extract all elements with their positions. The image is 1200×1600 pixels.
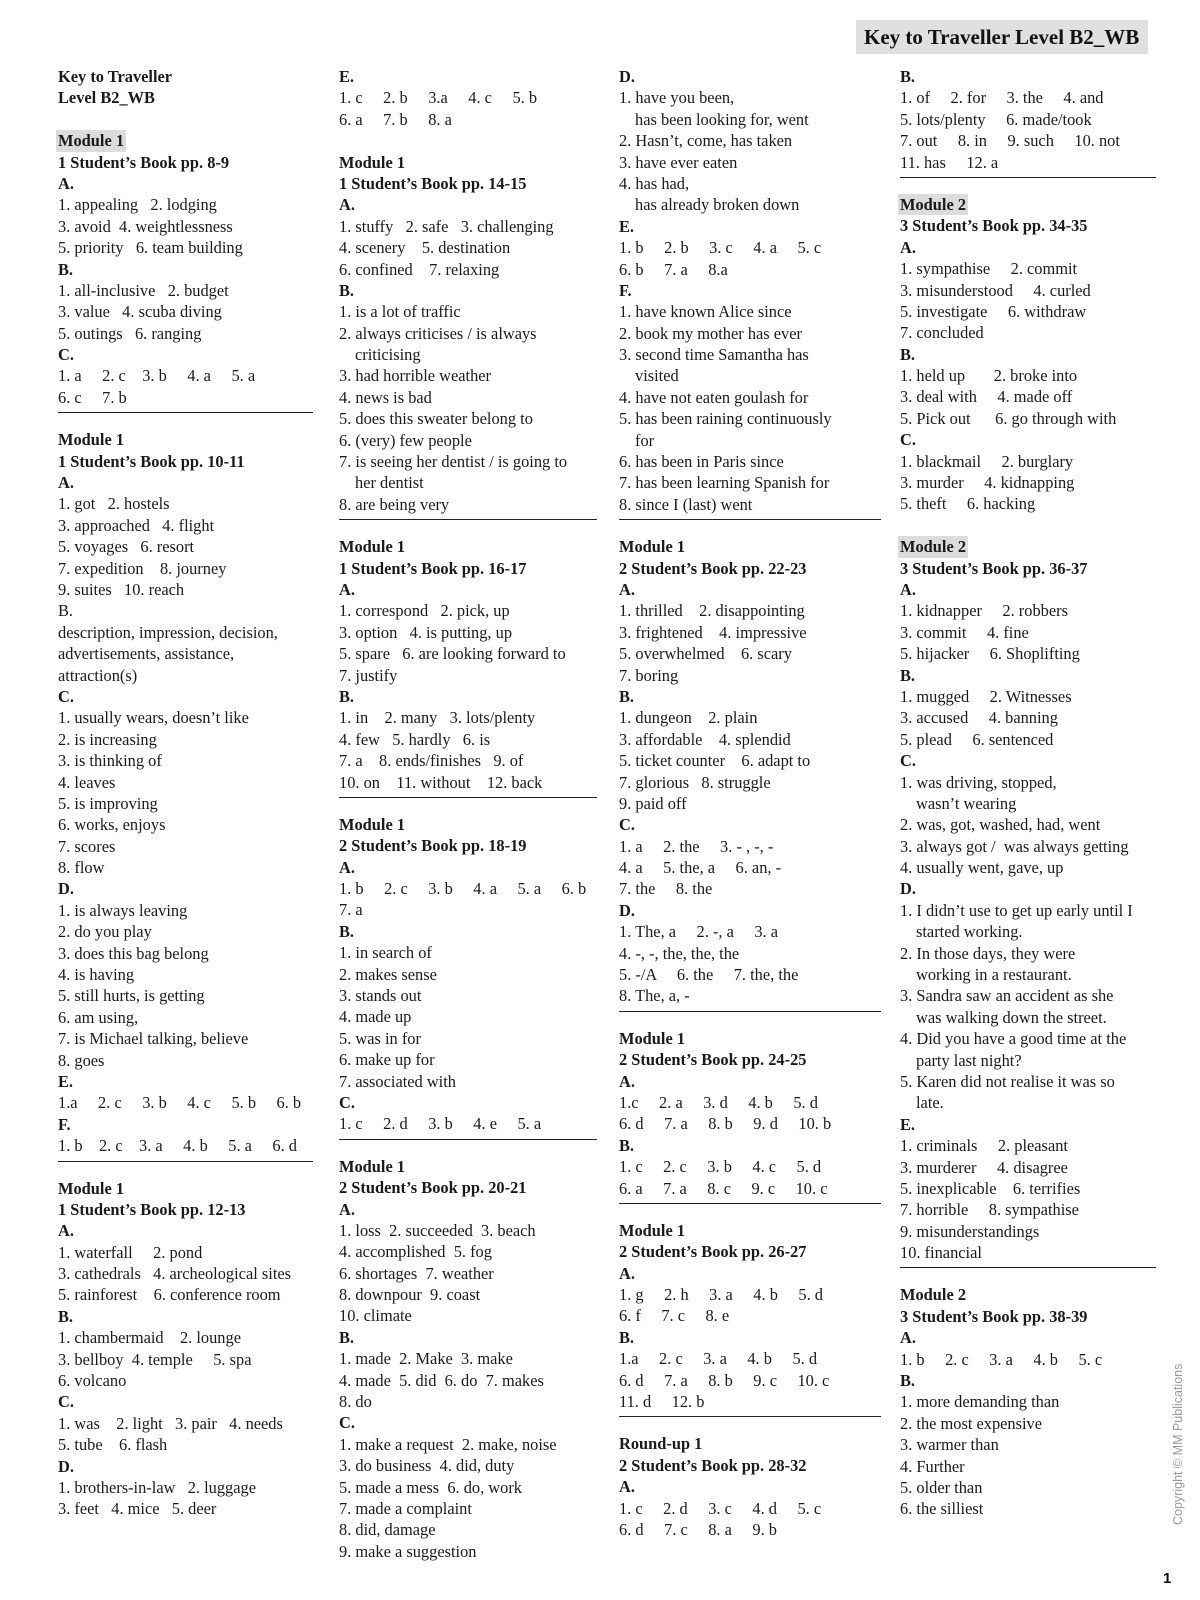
answer-line: 3. value 4. scuba diving xyxy=(58,302,222,322)
section-heading: Round-up 1 xyxy=(619,1434,703,1454)
section-divider xyxy=(58,1161,313,1162)
answer-line: 2. is increasing xyxy=(58,729,157,749)
answer-column-2 xyxy=(339,66,597,1562)
answer-line: 1. is always leaving xyxy=(58,900,188,920)
answer-line: 3. option 4. is putting, up xyxy=(339,622,513,642)
answer-line: 3. accused 4. banning xyxy=(900,708,1058,728)
section-heading: B. xyxy=(339,686,355,706)
answer-line: 8. do xyxy=(339,1392,372,1412)
answer-line: 3. cathedrals 4. archeological sites xyxy=(58,1264,292,1284)
answer-line: 3. had horrible weather xyxy=(339,366,492,386)
answer-line: 1. correspond 2. pick, up xyxy=(339,601,510,621)
section-heading: B. xyxy=(900,1371,916,1391)
section-divider xyxy=(619,519,881,520)
answer-line: 2. the most expensive xyxy=(900,1413,1043,1433)
answer-line: 1. make a request 2. make, noise xyxy=(339,1434,557,1454)
answer-line-continued: working in a restaurant. xyxy=(916,965,1072,985)
answer-line: 5. rainforest 6. conference room xyxy=(58,1285,281,1305)
module-label-highlighted: Module 1 xyxy=(58,131,125,151)
answer-line-continued: started working. xyxy=(916,922,1023,942)
answer-line: 6. d 7. c 8. a 9. b xyxy=(619,1520,777,1539)
module-heading xyxy=(58,130,313,151)
answer-line: advertisements, assistance, xyxy=(58,644,235,664)
answer-line: 1. c 2. d 3. b 4. e 5. a xyxy=(339,1114,542,1134)
section-heading: B. xyxy=(619,1135,635,1155)
answer-line: 1. held up 2. broke into xyxy=(900,366,1078,386)
spacer xyxy=(900,515,1156,536)
answer-line: 2. was, got, washed, had, went xyxy=(900,815,1101,835)
section-heading: 3 Student’s Book pp. 34-35 xyxy=(900,216,1088,236)
section-heading: D. xyxy=(58,879,74,899)
module-label-highlighted: Module 2 xyxy=(900,537,967,557)
section-heading: E. xyxy=(339,67,355,86)
answer-line: 4. scenery 5. destination xyxy=(339,238,511,258)
section-divider xyxy=(339,1139,597,1140)
section-heading: E. xyxy=(619,216,635,236)
section-heading: Module 1 xyxy=(339,814,406,834)
answer-line: 1. have you been, xyxy=(619,88,735,108)
answer-line: 3. do business 4. did, duty xyxy=(339,1456,515,1476)
section-heading: Key to Traveller xyxy=(58,67,173,86)
answer-line-continued: party last night? xyxy=(916,1050,1022,1070)
answer-line: 9. make a suggestion xyxy=(339,1541,477,1561)
answer-line: 7. a xyxy=(339,900,363,920)
answer-line: 5. still hurts, is getting xyxy=(58,986,205,1006)
answer-line: 1. usually wears, doesn’t like xyxy=(58,708,249,728)
answer-line: 7. has been learning Spanish for xyxy=(619,473,830,493)
answer-line: 7. associated with xyxy=(339,1071,456,1091)
section-heading: A. xyxy=(900,579,916,599)
section-heading: A. xyxy=(900,1328,916,1348)
answer-line: 2. makes sense xyxy=(339,964,437,984)
answer-line: 9. suites 10. reach xyxy=(58,579,185,599)
answer-line: 3. Sandra saw an accident as she xyxy=(900,986,1114,1006)
section-heading: Module 1 xyxy=(619,537,686,557)
answer-line: 3. murderer 4. disagree xyxy=(900,1157,1068,1177)
section-heading: C. xyxy=(619,815,635,835)
section-heading: A. xyxy=(619,1477,635,1497)
section-heading: 3 Student’s Book pp. 36-37 xyxy=(900,558,1088,578)
answer-line: 1. is a lot of traffic xyxy=(339,302,461,322)
answer-line: 6. a 7. a 8. c 9. c 10. c xyxy=(619,1178,828,1198)
answer-line: 7. expedition 8. journey xyxy=(58,558,227,578)
answer-line: 1. mugged 2. Witnesses xyxy=(900,686,1072,706)
answer-line: 8. did, damage xyxy=(339,1520,436,1540)
section-heading: F. xyxy=(58,1114,71,1134)
section-heading: 1 Student’s Book pp. 10-11 xyxy=(58,451,245,471)
section-heading: E. xyxy=(900,1114,916,1134)
section-heading: Module 1 xyxy=(58,1178,125,1198)
section-heading: A. xyxy=(339,579,355,599)
answer-line: 1. dungeon 2. plain xyxy=(619,708,758,728)
section-heading: C. xyxy=(900,430,916,450)
answer-line: 1. c 2. b 3.a 4. c 5. b xyxy=(339,88,538,108)
answer-line-continued: late. xyxy=(916,1093,944,1113)
answer-column-4 xyxy=(900,66,1156,1520)
answer-line: 10. climate xyxy=(339,1306,412,1326)
answer-column-1 xyxy=(58,66,313,1520)
answer-line: 5. does this sweater belong to xyxy=(339,409,533,429)
section-heading: 1 Student’s Book pp. 8-9 xyxy=(58,152,230,172)
answer-line: 3. frightened 4. impressive xyxy=(619,622,807,642)
answer-line: 2. do you play xyxy=(58,922,152,942)
answer-line: 7. horrible 8. sympathise xyxy=(900,1200,1079,1220)
answer-line: 1. in 2. many 3. lots/plenty xyxy=(339,708,536,728)
answer-line: 5. ticket counter 6. adapt to xyxy=(619,751,811,771)
section-heading: E. xyxy=(58,1071,74,1091)
answer-line: 5. inexplicable 6. terrifies xyxy=(900,1178,1081,1198)
answer-line: 1. in search of xyxy=(339,943,432,963)
answer-line-continued: wasn’t wearing xyxy=(916,793,1017,813)
answer-line: 5. outings 6. ranging xyxy=(58,323,202,343)
page-title: Key to Traveller Level B2_WB xyxy=(864,25,1140,49)
section-divider xyxy=(900,177,1156,178)
answer-line: 1. made 2. Make 3. make xyxy=(339,1349,513,1369)
answer-line: 1. have known Alice since xyxy=(619,302,792,322)
answer-line: 5. tube 6. flash xyxy=(58,1435,168,1455)
section-divider xyxy=(619,1416,881,1417)
answer-line: 6. c 7. b xyxy=(58,387,127,407)
answer-line: 4. -, -, the, the, the xyxy=(619,943,740,963)
section-heading: 2 Student’s Book pp. 26-27 xyxy=(619,1242,807,1262)
answer-line: 1. b 2. c 3. b 4. a 5. a 6. b xyxy=(339,879,587,899)
section-divider xyxy=(339,797,597,798)
answer-line: 1. thrilled 2. disappointing xyxy=(619,601,805,621)
section-heading: Module 1 xyxy=(339,152,406,172)
section-heading: Module 1 xyxy=(339,1156,406,1176)
answer-line-continued: criticising xyxy=(355,345,421,365)
section-heading: Module 1 xyxy=(58,430,125,450)
answer-line: 7. glorious 8. struggle xyxy=(619,772,771,792)
answer-line: 6. make up for xyxy=(339,1050,435,1070)
answer-line: 5. Karen did not realise it was so xyxy=(900,1071,1115,1091)
section-heading: A. xyxy=(58,1221,74,1241)
answer-line: 1. all-inclusive 2. budget xyxy=(58,280,229,300)
section-heading: D. xyxy=(58,1456,74,1476)
answer-line: 1. kidnapper 2. robbers xyxy=(900,601,1068,621)
page-number: 1 xyxy=(1163,1570,1172,1587)
answer-line: 1.a 2. c 3. a 4. b 5. d xyxy=(619,1349,818,1369)
section-heading: B. xyxy=(900,67,916,86)
section-divider xyxy=(900,1267,1156,1268)
answer-line: 6. has been in Paris since xyxy=(619,452,784,472)
answer-line: 4. usually went, gave, up xyxy=(900,858,1064,878)
section-heading: C. xyxy=(58,1392,74,1412)
answer-line: 4. few 5. hardly 6. is xyxy=(339,729,491,749)
answer-line: 5. voyages 6. resort xyxy=(58,537,195,557)
answer-line: 1. of 2. for 3. the 4. and xyxy=(900,88,1104,108)
section-heading: B. xyxy=(339,280,355,300)
answer-line: 1. more demanding than xyxy=(900,1392,1060,1412)
answer-line: 10. financial xyxy=(900,1243,982,1263)
section-heading: A. xyxy=(619,1263,635,1283)
answer-line: 1. was driving, stopped, xyxy=(900,772,1057,792)
answer-line: 1. loss 2. succeeded 3. beach xyxy=(339,1220,536,1240)
answer-line: 8. goes xyxy=(58,1050,105,1070)
answer-line: 4. is having xyxy=(58,965,135,985)
section-heading: B. xyxy=(339,1327,355,1347)
answer-line: 1. I didn’t use to get up early until I xyxy=(900,900,1133,920)
section-divider xyxy=(58,412,313,413)
answer-line: 7. the 8. the xyxy=(619,879,713,899)
section-heading: Module 2 xyxy=(900,1285,967,1305)
section-heading: B. xyxy=(58,1306,74,1326)
answer-line: 7. scores xyxy=(58,836,116,856)
module-heading xyxy=(900,194,1156,215)
section-heading: A. xyxy=(58,473,74,493)
answer-line: 7. made a complaint xyxy=(339,1499,472,1518)
answer-line: 3. bellboy 4. temple 5. spa xyxy=(58,1349,252,1369)
answer-line: 1. b 2. c 3. a 4. b 5. a 6. d xyxy=(58,1136,298,1156)
section-heading: 2 Student’s Book pp. 28-32 xyxy=(619,1455,807,1475)
answer-line: 5. Pick out 6. go through with xyxy=(900,408,1117,428)
answer-line: 3. is thinking of xyxy=(58,751,162,771)
answer-line: 6. b 7. a 8.a xyxy=(619,259,728,279)
answer-line: 3. approached 4. flight xyxy=(58,515,215,535)
section-heading: Module 1 xyxy=(619,1220,686,1240)
answer-line: 4. have not eaten goulash for xyxy=(619,387,809,407)
answer-line: 3. avoid 4. weightlessness xyxy=(58,216,233,236)
answer-line: 7. is seeing her dentist / is going to xyxy=(339,452,568,472)
answer-line: 9. paid off xyxy=(619,793,687,813)
answer-line: 3. feet 4. mice 5. deer xyxy=(58,1499,217,1519)
answer-line: 4. made 5. did 6. do 7. makes xyxy=(339,1370,544,1390)
section-divider xyxy=(619,1203,881,1204)
section-heading: A. xyxy=(58,173,74,193)
section-heading: B. xyxy=(339,921,355,941)
answer-line: 4. Further xyxy=(900,1456,965,1476)
answer-line: B. xyxy=(58,601,74,621)
answer-line: 3. murder 4. kidnapping xyxy=(900,473,1075,493)
answer-line: 8. are being very xyxy=(339,494,450,514)
answer-line: 3. have ever eaten xyxy=(619,152,738,172)
answer-line: 1. chambermaid 2. lounge xyxy=(58,1328,241,1348)
answer-line: 7. boring xyxy=(619,665,679,685)
section-heading: B. xyxy=(619,686,635,706)
answer-line: 1. c 2. d 3. c 4. d 5. c xyxy=(619,1498,822,1518)
answer-line-continued: her dentist xyxy=(355,473,424,493)
answer-line: 2. book my mother has ever xyxy=(619,323,802,343)
answer-line: 11. has 12. a xyxy=(900,152,999,172)
section-heading: C. xyxy=(900,751,916,771)
answer-line: 6. works, enjoys xyxy=(58,815,166,835)
section-heading: B. xyxy=(58,259,74,279)
answer-line-continued: visited xyxy=(635,366,679,386)
answer-column-3 xyxy=(619,66,881,1540)
answer-line: 6. am using, xyxy=(58,1007,139,1027)
answer-line: 1. g 2. h 3. a 4. b 5. d xyxy=(619,1285,823,1305)
answer-line: 2. always criticises / is always xyxy=(339,323,537,343)
answer-line: 5. is improving xyxy=(58,793,158,813)
answer-line: attraction(s) xyxy=(58,665,138,685)
spacer xyxy=(58,109,313,130)
section-heading: 1 Student’s Book pp. 16-17 xyxy=(339,558,527,578)
answer-line: 1. b 2. c 3. a 4. b 5. c xyxy=(900,1349,1103,1369)
section-heading: C. xyxy=(58,686,74,706)
section-heading: 1 Student’s Book pp. 12-13 xyxy=(58,1199,246,1219)
section-heading: A. xyxy=(339,857,355,877)
section-heading: D. xyxy=(619,900,635,920)
answer-line: 4. Did you have a good time at the xyxy=(900,1029,1127,1049)
answer-line: 1. The, a 2. -, a 3. a xyxy=(619,922,779,942)
answer-line: 4. accomplished 5. fog xyxy=(339,1242,492,1262)
module-heading xyxy=(900,536,1156,557)
answer-line: 5. has been raining continuously xyxy=(619,409,832,429)
answer-line: 8. flow xyxy=(58,858,105,878)
answer-line: 7. justify xyxy=(339,665,398,685)
answer-line: 5. -/A 6. the 7. the, the xyxy=(619,965,799,985)
answer-line: 6. d 7. a 8. b 9. d 10. b xyxy=(619,1114,832,1134)
answer-line: 1. got 2. hostels xyxy=(58,494,170,514)
answer-line: 3. deal with 4. made off xyxy=(900,387,1073,407)
section-heading: D. xyxy=(900,879,916,899)
answer-line: 1. criminals 2. pleasant xyxy=(900,1136,1068,1156)
answer-line: 4. has had, xyxy=(619,173,690,193)
answer-line: 5. hijacker 6. Shoplifting xyxy=(900,644,1080,664)
section-heading: C. xyxy=(339,1092,355,1112)
answer-line: 7. a 8. ends/finishes 9. of xyxy=(339,751,524,771)
section-heading: A. xyxy=(619,579,635,599)
answer-line-continued: has already broken down xyxy=(635,195,800,215)
module-label-highlighted: Module 2 xyxy=(900,194,967,214)
section-heading: 2 Student’s Book pp. 24-25 xyxy=(619,1050,807,1070)
answer-line: 3. does this bag belong xyxy=(58,943,209,963)
copyright-notice: Copyright © MM Publications xyxy=(1171,1363,1185,1525)
answer-line-continued: has been looking for, went xyxy=(635,109,809,129)
answer-line: 4. a 5. the, a 6. an, - xyxy=(619,858,782,878)
answer-line: 1.c 2. a 3. d 4. b 5. d xyxy=(619,1092,818,1112)
answer-line: 6. the silliest xyxy=(900,1499,984,1519)
section-heading: A. xyxy=(339,195,355,215)
answer-line: 1. was 2. light 3. pair 4. needs xyxy=(58,1413,283,1433)
answer-line: 3. always got / was always getting xyxy=(900,836,1129,856)
answer-line: 10. on 11. without 12. back xyxy=(339,772,543,792)
answer-line: 9. misunderstandings xyxy=(900,1221,1040,1241)
answer-line: 3. misunderstood 4. curled xyxy=(900,280,1091,300)
section-heading: B. xyxy=(619,1327,635,1347)
section-heading: Level B2_WB xyxy=(58,88,155,108)
section-heading: 3 Student’s Book pp. 38-39 xyxy=(900,1306,1088,1326)
answer-line: 5. spare 6. are looking forward to xyxy=(339,644,566,664)
section-heading: B. xyxy=(900,344,916,364)
answer-line: 1. a 2. c 3. b 4. a 5. a xyxy=(58,366,256,386)
section-divider xyxy=(339,519,597,520)
answer-line: 6. volcano xyxy=(58,1371,127,1391)
section-heading: Module 1 xyxy=(619,1028,686,1048)
answer-line: 7. out 8. in 9. such 10. not xyxy=(900,131,1120,151)
answer-line: description, impression, decision, xyxy=(58,622,278,642)
answer-line: 11. d 12. b xyxy=(619,1392,705,1412)
answer-line: 1. a 2. the 3. - , -, - xyxy=(619,836,774,856)
answer-line: 1. blackmail 2. burglary xyxy=(900,451,1074,471)
section-heading: F. xyxy=(619,280,632,300)
answer-line: 5. was in for xyxy=(339,1028,421,1048)
answer-line: 5. theft 6. hacking xyxy=(900,494,1036,514)
section-heading: B. xyxy=(900,665,916,685)
section-heading: Module 1 xyxy=(339,537,406,557)
section-heading: 1 Student’s Book pp. 14-15 xyxy=(339,173,527,193)
spacer xyxy=(339,130,597,151)
section-heading: 2 Student’s Book pp. 20-21 xyxy=(339,1178,527,1198)
answer-line: 8. since I (last) went xyxy=(619,494,753,514)
section-divider xyxy=(619,1011,881,1012)
answer-line: 5. priority 6. team building xyxy=(58,238,243,258)
answer-line: 1. sympathise 2. commit xyxy=(900,259,1078,279)
answer-line: 5. plead 6. sentenced xyxy=(900,729,1054,749)
answer-line: 2. Hasn’t, come, has taken xyxy=(619,131,793,151)
section-heading: D. xyxy=(619,67,635,86)
answer-line: 3. warmer than xyxy=(900,1435,999,1455)
section-heading: A. xyxy=(339,1199,355,1219)
answer-line-continued: was walking down the street. xyxy=(916,1007,1107,1027)
answer-line: 3. stands out xyxy=(339,986,422,1006)
answer-line: 4. news is bad xyxy=(339,387,432,407)
answer-line: 1.a 2. c 3. b 4. c 5. b 6. b xyxy=(58,1093,302,1113)
answer-line: 6. (very) few people xyxy=(339,430,472,450)
section-heading: A. xyxy=(900,237,916,257)
answer-line: 1. brothers-in-law 2. luggage xyxy=(58,1478,257,1497)
answer-line: 1. b 2. b 3. c 4. a 5. c xyxy=(619,238,822,258)
answer-line: 6. a 7. b 8. a xyxy=(339,109,452,129)
answer-line: 6. f 7. c 8. e xyxy=(619,1306,730,1326)
section-heading: 2 Student’s Book pp. 22-23 xyxy=(619,558,807,578)
answer-line: 1. c 2. c 3. b 4. c 5. d xyxy=(619,1157,822,1177)
answer-line: 5. made a mess 6. do, work xyxy=(339,1477,522,1497)
answer-line: 6. d 7. a 8. b 9. c 10. c xyxy=(619,1370,830,1390)
answer-line: 7. concluded xyxy=(900,323,984,343)
answer-line: 2. In those days, they were xyxy=(900,943,1076,963)
answer-line: 5. overwhelmed 6. scary xyxy=(619,644,792,664)
answer-line: 1. waterfall 2. pond xyxy=(58,1242,203,1262)
answer-line: 3. second time Samantha has xyxy=(619,345,809,365)
answer-line: 3. affordable 4. splendid xyxy=(619,729,791,749)
answer-line: 7. is Michael talking, believe xyxy=(58,1029,249,1049)
section-heading: A. xyxy=(619,1071,635,1091)
answer-line: 6. shortages 7. weather xyxy=(339,1263,494,1283)
section-heading: C. xyxy=(58,345,74,365)
answer-line: 3. commit 4. fine xyxy=(900,622,1029,642)
answer-line: 6. confined 7. relaxing xyxy=(339,259,500,279)
answer-line: 4. leaves xyxy=(58,772,116,792)
answer-line: 5. investigate 6. withdraw xyxy=(900,301,1087,321)
answer-line: 8. downpour 9. coast xyxy=(339,1285,481,1305)
answer-line-continued: for xyxy=(635,430,655,450)
answer-line: 5. lots/plenty 6. made/took xyxy=(900,109,1092,129)
answer-line: 1. stuffy 2. safe 3. challenging xyxy=(339,216,554,236)
section-heading: 2 Student’s Book pp. 18-19 xyxy=(339,836,527,856)
answer-line: 4. made up xyxy=(339,1007,412,1027)
answer-line: 1. appealing 2. lodging xyxy=(58,195,217,215)
answer-line: 5. older than xyxy=(900,1478,983,1497)
answer-line: 8. The, a, - xyxy=(619,986,690,1006)
section-heading: C. xyxy=(339,1413,355,1433)
